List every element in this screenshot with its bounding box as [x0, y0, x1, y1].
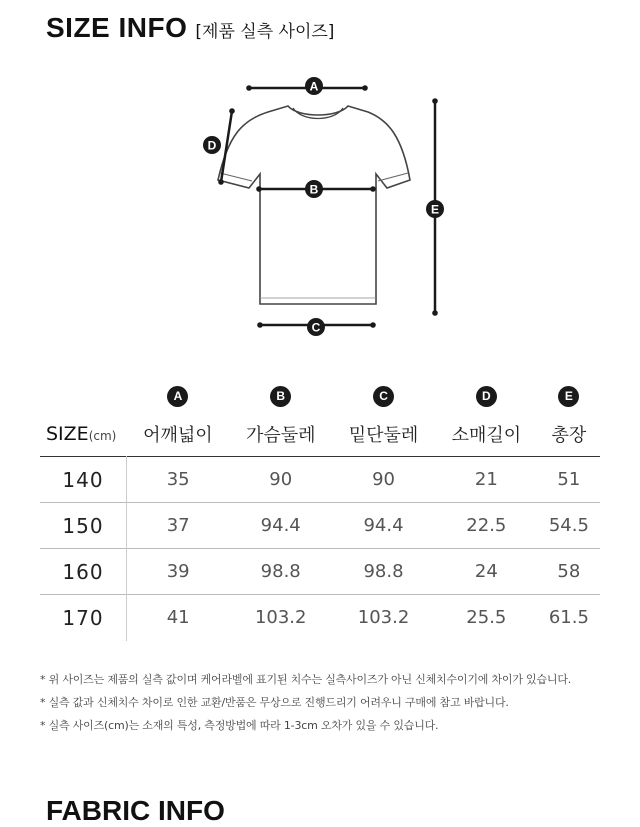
table-cell: 24 — [474, 561, 498, 582]
column-name-shoulder: 어깨넓이 — [143, 425, 213, 446]
column-letter-d: D — [476, 386, 497, 407]
note-item: * 실측 사이즈(cm)는 소재의 특성, 측정방법에 따라 1-3cm 오차가 있을 수 있습니다. — [40, 719, 439, 732]
column-letter-c: C — [373, 386, 394, 407]
column-letter-a: A — [167, 386, 188, 407]
tshirt-measurement-diagram — [190, 70, 460, 340]
table-row — [40, 549, 600, 595]
measure-label-e: E — [430, 202, 440, 217]
size-table-container — [40, 380, 600, 641]
table-header-names — [40, 412, 600, 457]
table-cell: 54.5 — [548, 515, 589, 536]
measure-label-a: A — [309, 79, 319, 94]
table-cell: 22.5 — [466, 515, 507, 536]
column-letter-e: E — [558, 386, 579, 407]
table-cell: 61.5 — [548, 607, 589, 629]
size-label: 170 — [40, 595, 127, 641]
page-title: SIZE INFO — [46, 12, 188, 43]
size-label: 150 — [40, 503, 127, 549]
measure-label-c: C — [311, 320, 321, 335]
column-name-chest: 가슴둘레 — [245, 425, 316, 446]
column-letter-b: B — [270, 386, 291, 407]
table-cell: 25.5 — [466, 607, 507, 629]
table-cell: 103.2 — [254, 607, 307, 629]
table-row — [40, 595, 600, 641]
table-cell: 39 — [166, 561, 190, 582]
size-label: 160 — [40, 549, 127, 595]
table-cell: 58 — [557, 561, 581, 582]
table-row — [40, 457, 600, 503]
fabric-info-title: FABRIC INFO — [46, 795, 225, 826]
size-column-header: SIZE(cm) — [46, 423, 117, 445]
table-cell: 98.8 — [260, 561, 301, 582]
size-table — [40, 380, 600, 641]
size-label: 140 — [40, 457, 127, 503]
table-cell: 94.4 — [260, 515, 301, 536]
size-info-header — [46, 12, 334, 44]
table-cell: 37 — [166, 515, 190, 536]
tshirt-outline — [218, 106, 410, 304]
table-cell: 51 — [557, 469, 581, 490]
size-notes — [40, 668, 630, 737]
table-cell: 35 — [166, 469, 190, 490]
table-header-letters — [40, 380, 600, 412]
table-cell: 98.8 — [363, 561, 404, 582]
table-cell: 90 — [269, 469, 293, 490]
measure-label-d: D — [207, 138, 217, 153]
table-row — [40, 503, 600, 549]
note-item: * 위 사이즈는 제품의 실측 값이며 케어라벨에 표기된 치수는 실측사이즈가 아닌 신체치수이기에 차이가 있습니다. — [40, 673, 572, 686]
column-name-length: 총장 — [551, 425, 587, 446]
table-cell: 21 — [474, 469, 498, 490]
table-cell: 103.2 — [357, 607, 410, 629]
table-cell: 94.4 — [363, 515, 404, 536]
column-name-hem: 밑단둘레 — [348, 425, 419, 446]
column-name-sleeve: 소매길이 — [451, 425, 522, 446]
table-cell: 90 — [372, 469, 395, 490]
measure-label-b: B — [309, 182, 319, 197]
table-cell: 41 — [166, 607, 190, 629]
note-item: * 실측 값과 신체치수 차이로 인한 교환/반품은 무상으로 진행드리기 어려우니 구매에 참고 바랍니다. — [40, 696, 509, 709]
page-subtitle: [제품 실측 사이즈] — [195, 22, 335, 42]
